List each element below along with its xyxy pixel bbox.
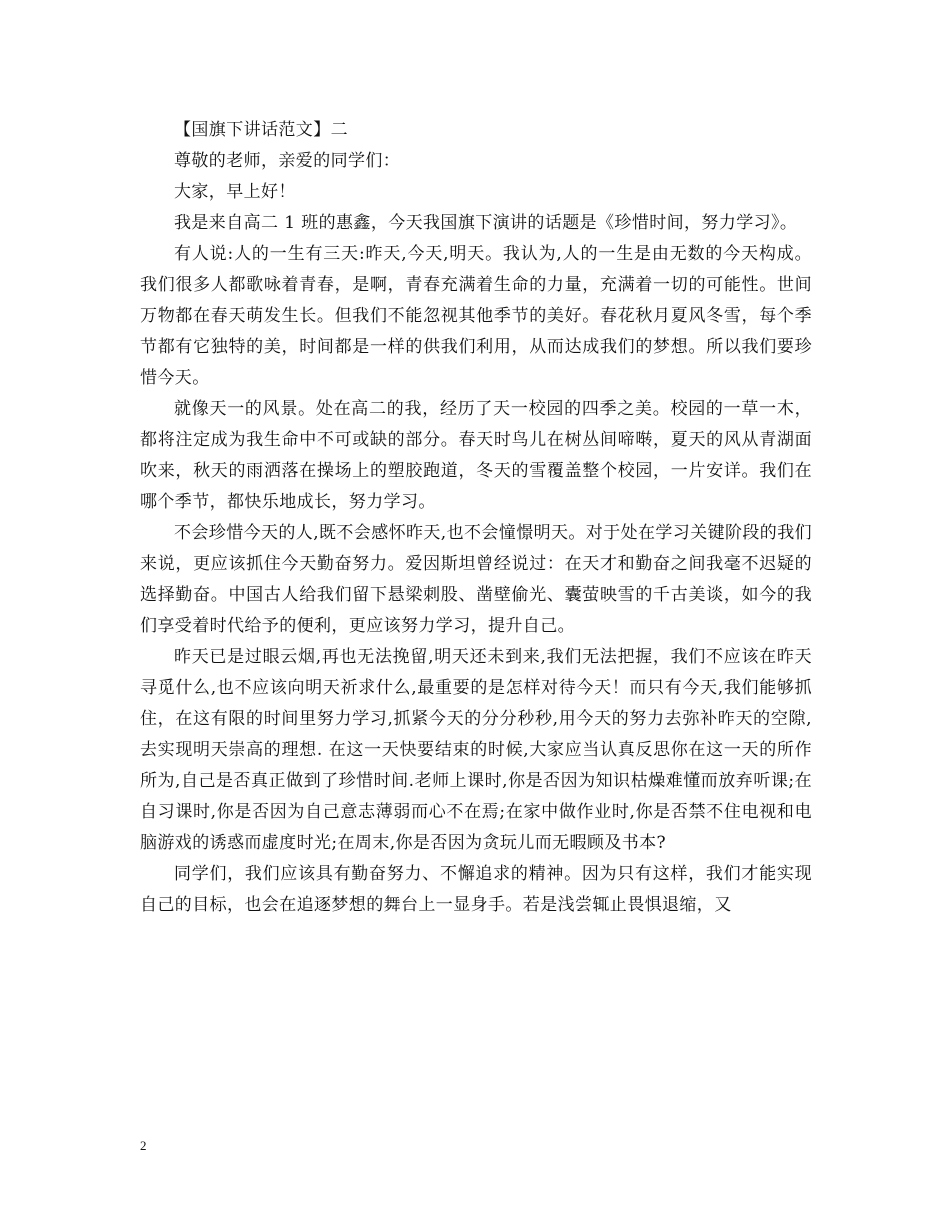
document-heading: 【国旗下讲话范文】二 [174,120,348,140]
body-paragraph: 不会珍惜今天的人,既不会感怀昨天,也不会憧憬明天。对于处在学习关键阶段的我们来说，更应该抓住今天勤奋努力。爱因斯坦曾经说过：在天才和勤奋之间我毫不迟疑的选择勤奋。中国古人给我们留下悬梁刺股、凿壁偷光、囊萤映雪的千古美谈，如今的我们享受着时代给予的便利，更应该努力学习，提升自己。 [140,523,813,636]
body-paragraph: 有人说:人的一生有三天:昨天,今天,明天。我认为,人的一生是由无数的今天构成。我们很多人都歌咏着青春，是啊，青春充满着生命的力量，充满着一切的可能性。世间万物都在春天萌发生长。但我们不能忽视其他季节的美好。春花秋月夏风冬雪，每个季节都有它独特的美，时间都是一样的供我们利用，从而达成我们的梦想。所以我们要珍惜今天。 [140,244,812,388]
intro-paragraph: 我是来自高二 1 班的惠鑫，今天我国旗下演讲的话题是《珍惜时间，努力学习》。 [174,213,798,233]
salutation-paragraph: 尊敬的老师，亲爱的同学们： [174,151,401,171]
document-body [140,115,812,921]
body-paragraph: 同学们，我们应该具有勤奋努力、不懈追求的精神。因为只有这样，我们才能实现自己的目标，也会在追逐梦想的舞台上一显身手。若是浅尝辄止畏惧退缩，又 [140,864,812,915]
body-paragraph: 就像天一的风景。处在高二的我，经历了天一校园的四季之美。校园的一草一木，都将注定成为我生命中不可或缺的部分。春天时鸟儿在树丛间啼啭，夏天的风从青湖面吹来，秋天的雨洒落在操场上的塑胶跑道，冬天的雪覆盖整个校园，一片安详。我们在哪个季节，都快乐地成长，努力学习。 [140,399,812,512]
page-number: 2 [140,1138,147,1153]
body-paragraph: 昨天已是过眼云烟,再也无法挽留,明天还未到来,我们无法把握，我们不应该在昨天寻觅什么,也不应该向明天祈求什么,最重要的是怎样对待今天！而只有今天,我们能够抓住，在这有限的时间里努力学习,抓紧今天的分分秒秒,用今天的努力去弥补昨天的空隙,去实现明天崇高的理想. 在这一天快要结束的时候,大家应当认真反思你在这一天的所作所为,自己是否真正做到了珍惜时间.老师上课时,你是否因为知识枯燥难懂而放弃听课;在自习课时,你是否因为自己意志薄弱而心不在焉;在家中做作业时,你是否禁不住电视和电脑游戏的诱惑而虚度时光;在周末,你是否因为贪玩儿而无暇顾及书本? [140,647,812,853]
greeting-paragraph: 大家，早上好！ [174,182,296,202]
